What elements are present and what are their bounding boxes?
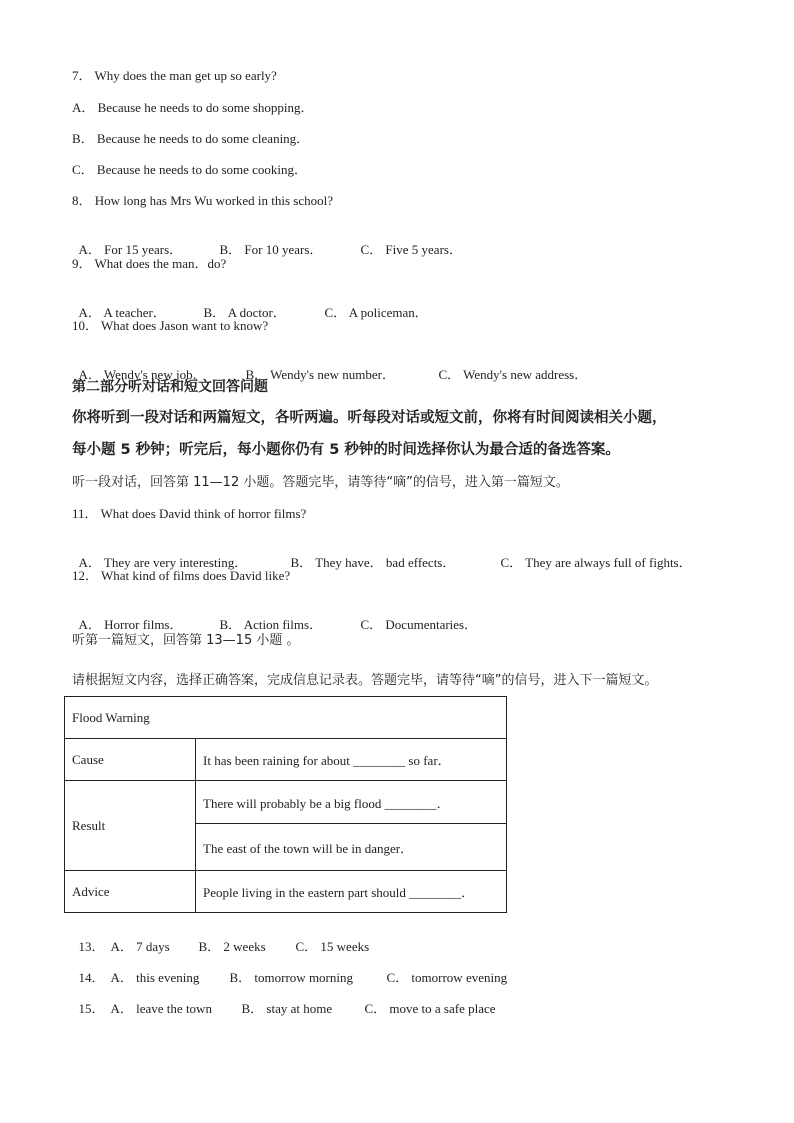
result-text-2: The east of the town will be in danger． (196, 824, 507, 871)
q11-question: 11． What does David think of horror films? (72, 506, 307, 521)
section2-intro-line1: 你将听到一段对话和两篇短文，各听两遍。听每段对话或短文前，你将有时间阅读相关小题， (72, 410, 667, 426)
q11-option-c: C． They are always full of fights． (500, 555, 692, 570)
cause-label: Cause (65, 739, 196, 781)
q12-option-a: A． Horror films． (78, 617, 183, 632)
q9-option-b: B． A doctor． (203, 305, 286, 320)
q8-option-a: A． For 15 years． (78, 242, 183, 257)
instruction-table: 请根据短文内容，选择正确答案，完成信息记录表。答题完毕，请等待“嘀”的信号，进入下一篇短文。 (72, 673, 658, 688)
table-header: Flood Warning (65, 697, 507, 739)
q15-option-c: C． move to a safe place (364, 1001, 496, 1016)
q12-option-b: B． Action films． (219, 617, 323, 632)
q15-option-a: A． leave the town (110, 1001, 212, 1016)
q8-option-b: B． For 10 years． (219, 242, 323, 257)
q15-option-b: B． stay at home (241, 1001, 333, 1016)
q14-option-b: B． tomorrow morning (229, 970, 353, 985)
result-text-1: There will probably be a big flood ________． (196, 781, 507, 824)
result-label: Result (65, 781, 196, 871)
q12-options (72, 598, 477, 634)
q9-option-c: C． A policeman． (324, 305, 428, 320)
q10-option-c: C． Wendy's new address． (438, 367, 588, 382)
flood-warning-table (64, 696, 507, 913)
q14-number: 14． (78, 970, 105, 985)
q13-option-b: B． 2 weeks (198, 939, 266, 954)
q9-question: 9． What does the man．do? (72, 256, 227, 271)
q11-option-b: B． They have． bad effects． (290, 555, 456, 570)
q12-option-c: C． Documentaries． (360, 617, 478, 632)
section2-intro-line2: 每小题 5 秒钟；听完后，每小题你仍有 5 秒钟的时间选择你认为最合适的备选答案。 (72, 442, 620, 458)
q13-number: 13． (78, 939, 105, 954)
q9-option-a: A． A teacher． (78, 305, 166, 320)
q11-option-a: A． They are very interesting． (78, 555, 248, 570)
advice-label: Advice (65, 871, 196, 913)
q14-option-a: A． this evening (110, 970, 200, 985)
section2-title: 第二部分听对话和短文回答问题 (72, 379, 268, 395)
q10-option-b: B． Wendy's new number． (245, 367, 395, 382)
cause-text: It has been raining for about ________ so far． (196, 739, 507, 781)
q13-option-c: C． 15 weeks (295, 939, 370, 954)
q8-option-c: C． Five 5 years． (360, 242, 462, 257)
instruction-dialogue: 听一段对话，回答第 11—12 小题。答题完毕，请等待“嘀”的信号，进入第一篇短文。 (72, 475, 569, 490)
q15-number: 15． (78, 1001, 105, 1016)
q7-question: 7． Why does the man get up so early? (72, 68, 277, 83)
q8-options (72, 223, 462, 259)
q10-option-a: A． Wendy's new job． (78, 367, 206, 382)
q10-question: 10． What does Jason want to know? (72, 318, 269, 333)
q15-row (72, 982, 496, 1018)
q7-option-b: B． Because he needs to do some cleaning． (72, 131, 310, 146)
q14-option-c: C． tomorrow evening (386, 970, 508, 985)
advice-text: People living in the eastern part should ________． (196, 871, 507, 913)
q8-question: 8． How long has Mrs Wu worked in this school? (72, 193, 334, 208)
q7-option-a: A． Because he needs to do some shopping． (72, 100, 314, 115)
q13-option-a: A． 7 days (110, 939, 170, 954)
q7-option-c: C． Because he needs to do some cooking． (72, 162, 308, 177)
q12-question: 12． What kind of films does David like? (72, 568, 291, 583)
instruction-passage1: 听第一篇短文，回答第 13—15 小题 。 (72, 633, 300, 648)
